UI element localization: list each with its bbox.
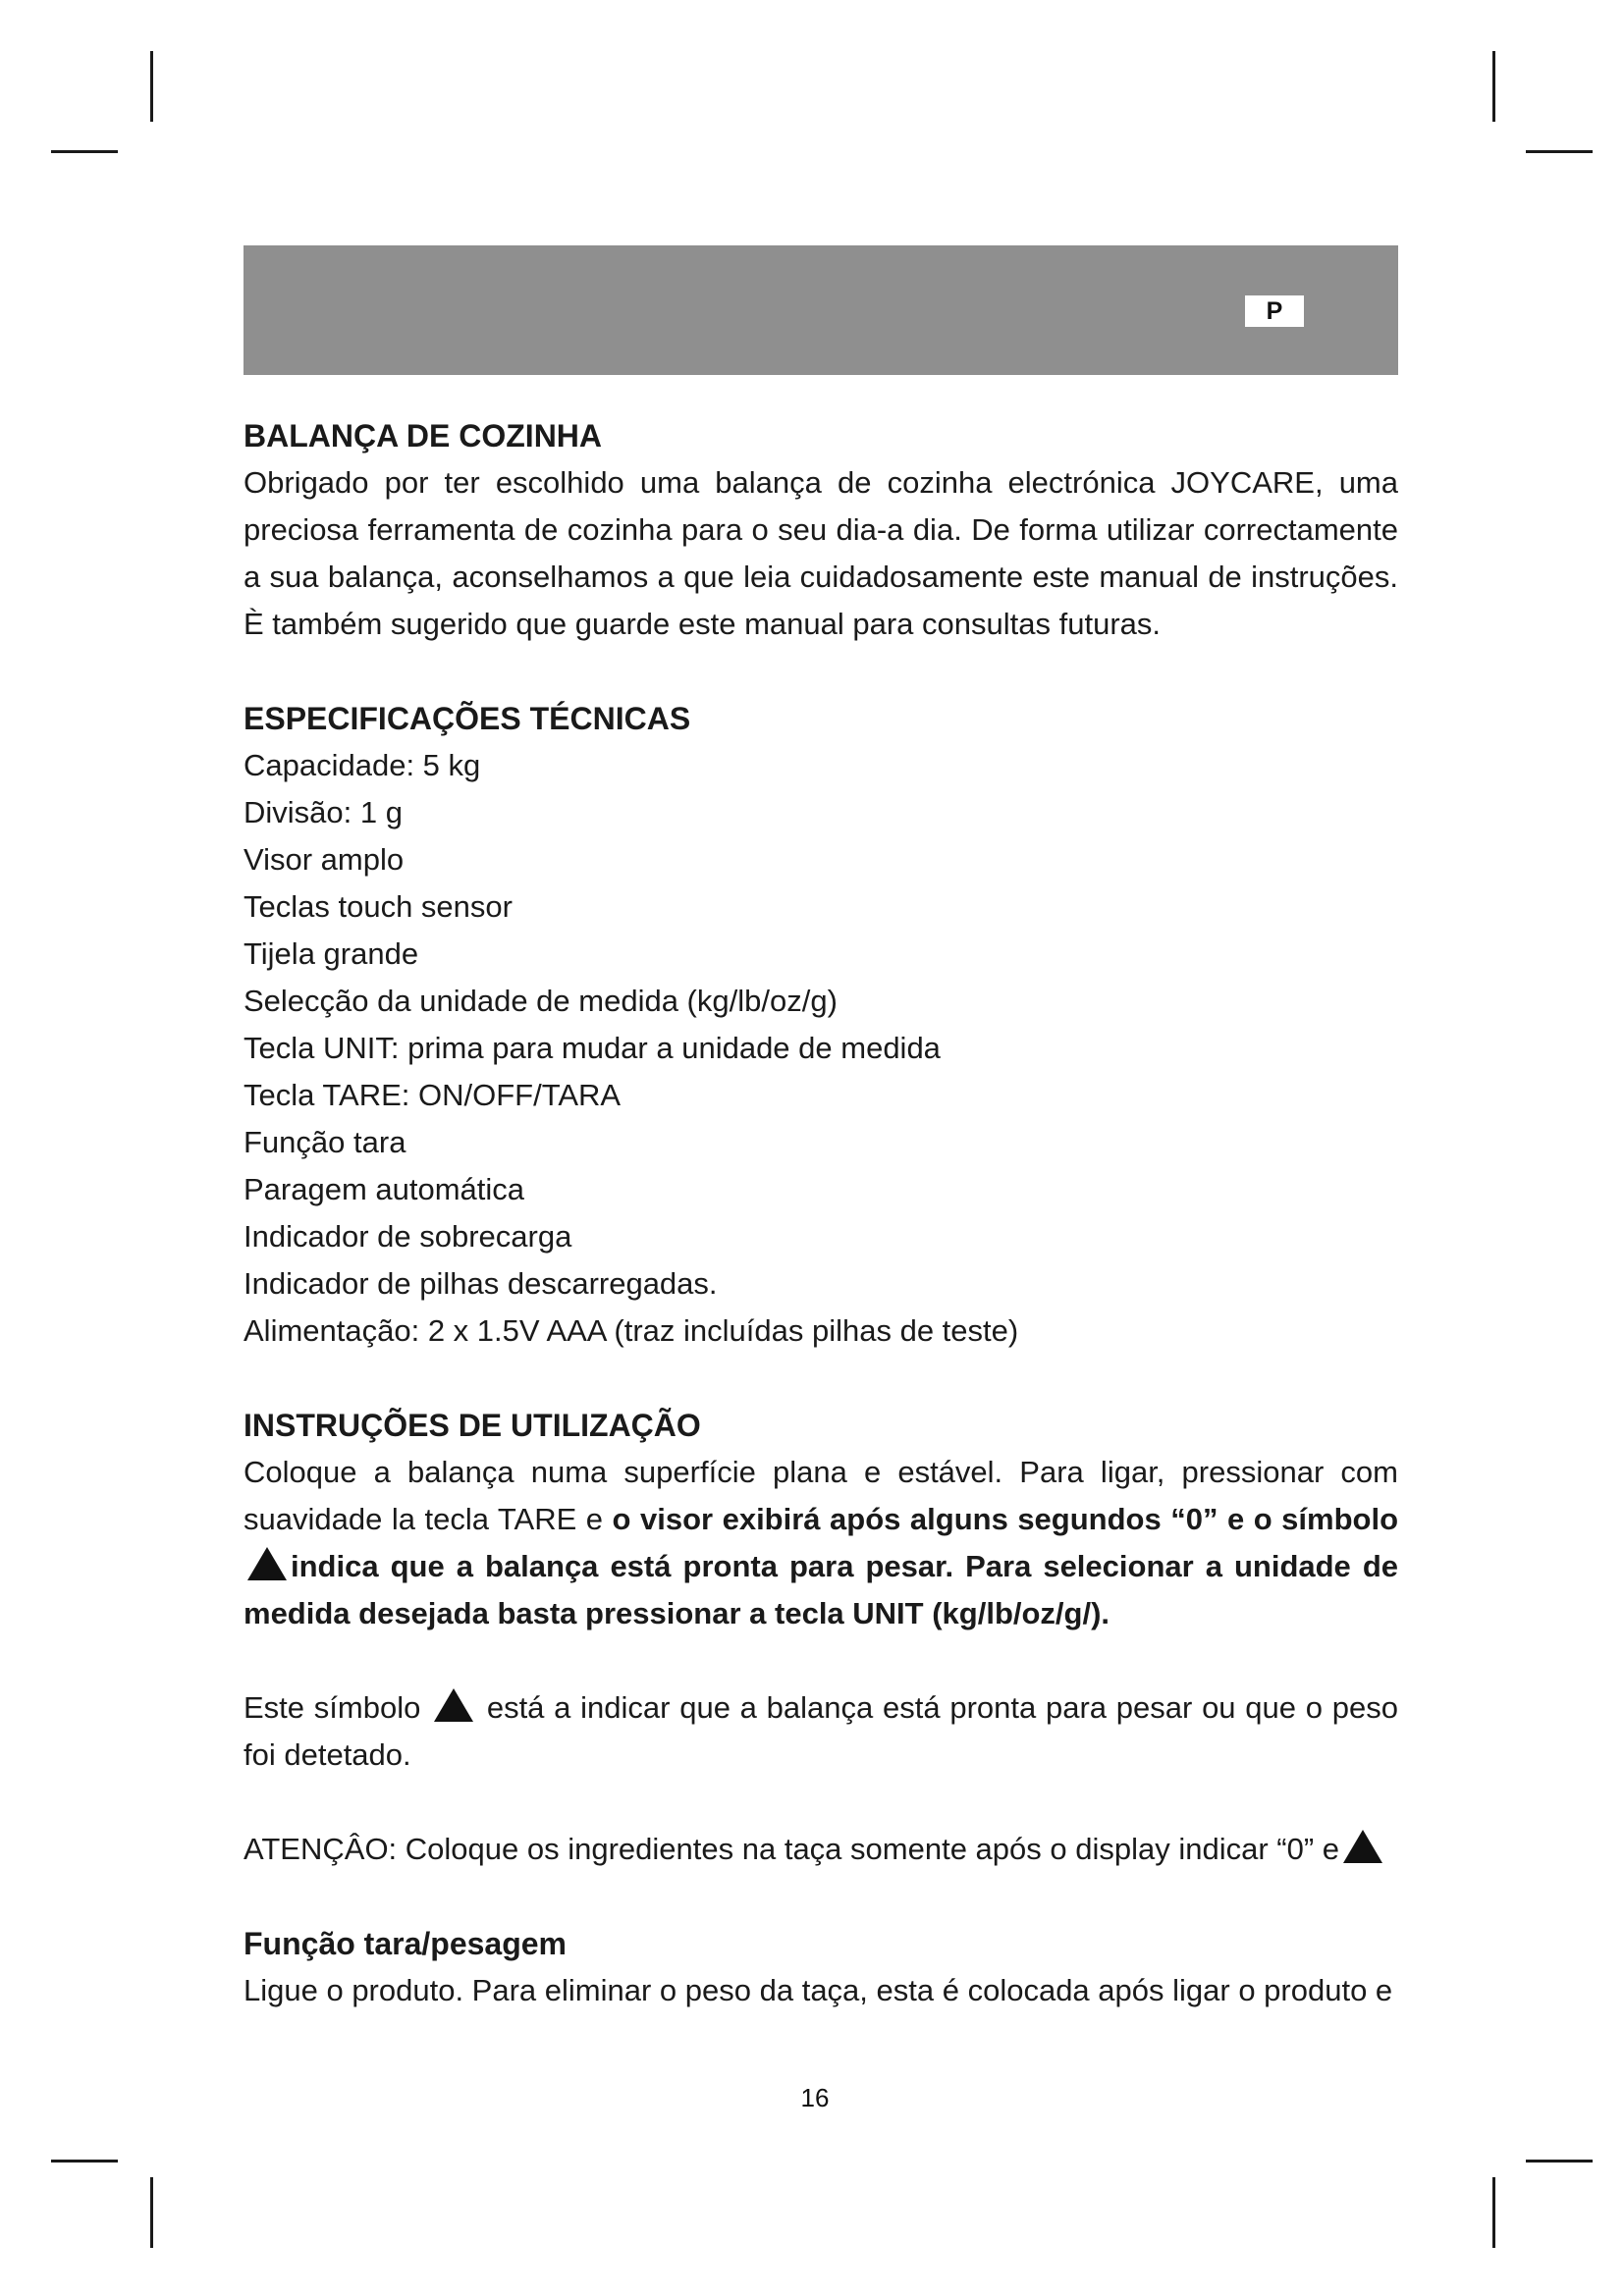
crop-mark: [51, 2160, 118, 2163]
list-item: Tecla UNIT: prima para mudar a unidade de medida: [244, 1031, 941, 1065]
crop-mark: [150, 51, 153, 122]
header-band: [244, 245, 1398, 375]
attention-text: ATENÇÂO: Coloque os ingredientes na taça somente após o display indicar “0” e: [244, 1832, 1340, 1866]
list-item: Selecção da unidade de medida (kg/lb/oz/g): [244, 984, 838, 1018]
symbol-text: Este símbolo: [244, 1690, 421, 1725]
list-item: Função tara: [244, 1125, 406, 1159]
section-title: BALANÇA DE COZINHA: [244, 418, 603, 454]
list-item: Paragem automática: [244, 1172, 525, 1206]
instructions-text: Coloque a balança numa superfície plana e estável. Para ligar, pressionar com suavidade la tecla TARE e: [244, 1455, 1398, 1536]
instructions-paragraph: [244, 1449, 1398, 1637]
ready-triangle-icon: [434, 1688, 473, 1722]
section-title: Função tara/pesagem: [244, 1926, 567, 1961]
list-item: Tecla TARE: ON/OFF/TARA: [244, 1078, 622, 1112]
list-item: Visor amplo: [244, 842, 405, 877]
crop-mark: [51, 150, 118, 153]
section-title: INSTRUÇÕES DE UTILIZAÇÃO: [244, 1408, 701, 1443]
list-item: Indicador de pilhas descarregadas.: [244, 1266, 718, 1301]
page-content: [244, 412, 1398, 2014]
symbol-text: está a indicar que a balança está pronta para pesar ou que o peso foi detetado.: [244, 1690, 1398, 1772]
instructions-bold-text: indica que a balança está pronta para pesar. Para selecionar a unidade de medida desejada basta pressionar a tecla UNIT (kg/lb/oz/g/).: [244, 1549, 1398, 1630]
list-item: Indicador de sobrecarga: [244, 1219, 572, 1254]
list-item: Tijela grande: [244, 936, 419, 971]
crop-mark: [1492, 51, 1495, 122]
crop-mark: [150, 2177, 153, 2248]
intro-paragraph: Obrigado por ter escolhido uma balança de cozinha electrónica JOYCARE, uma preciosa ferramenta de cozinha para o seu dia-a dia. De forma utilizar correctamente a sua balança, aconselhamos a que leia cuidadosamente este manual de instruções. È também sugerido que guarde este manual para consultas futuras.: [244, 465, 1398, 641]
spec-list: [244, 742, 1398, 1355]
list-item: Alimentação: 2 x 1.5V AAA (traz incluídas pilhas de teste): [244, 1313, 1019, 1348]
instructions-bold-text: o visor exibirá após alguns segundos “0” e o símbolo: [612, 1502, 1398, 1536]
section-title: ESPECIFICAÇÕES TÉCNICAS: [244, 701, 691, 736]
symbol-paragraph: [244, 1684, 1398, 1779]
list-item: Teclas touch sensor: [244, 889, 513, 924]
list-item: Divisão: 1 g: [244, 795, 403, 829]
crop-mark: [1492, 2177, 1495, 2248]
language-badge: P: [1245, 295, 1304, 327]
ready-triangle-icon: [1343, 1830, 1382, 1863]
crop-mark: [1526, 2160, 1593, 2163]
page-number: 16: [800, 2083, 830, 2112]
list-item: Capacidade: 5 kg: [244, 748, 481, 782]
ready-triangle-icon: [247, 1547, 287, 1580]
attention-paragraph: [244, 1826, 1398, 1873]
crop-mark: [1526, 150, 1593, 153]
tare-paragraph: Ligue o produto. Para eliminar o peso da taça, esta é colocada após ligar o produto e: [244, 1973, 1393, 2007]
